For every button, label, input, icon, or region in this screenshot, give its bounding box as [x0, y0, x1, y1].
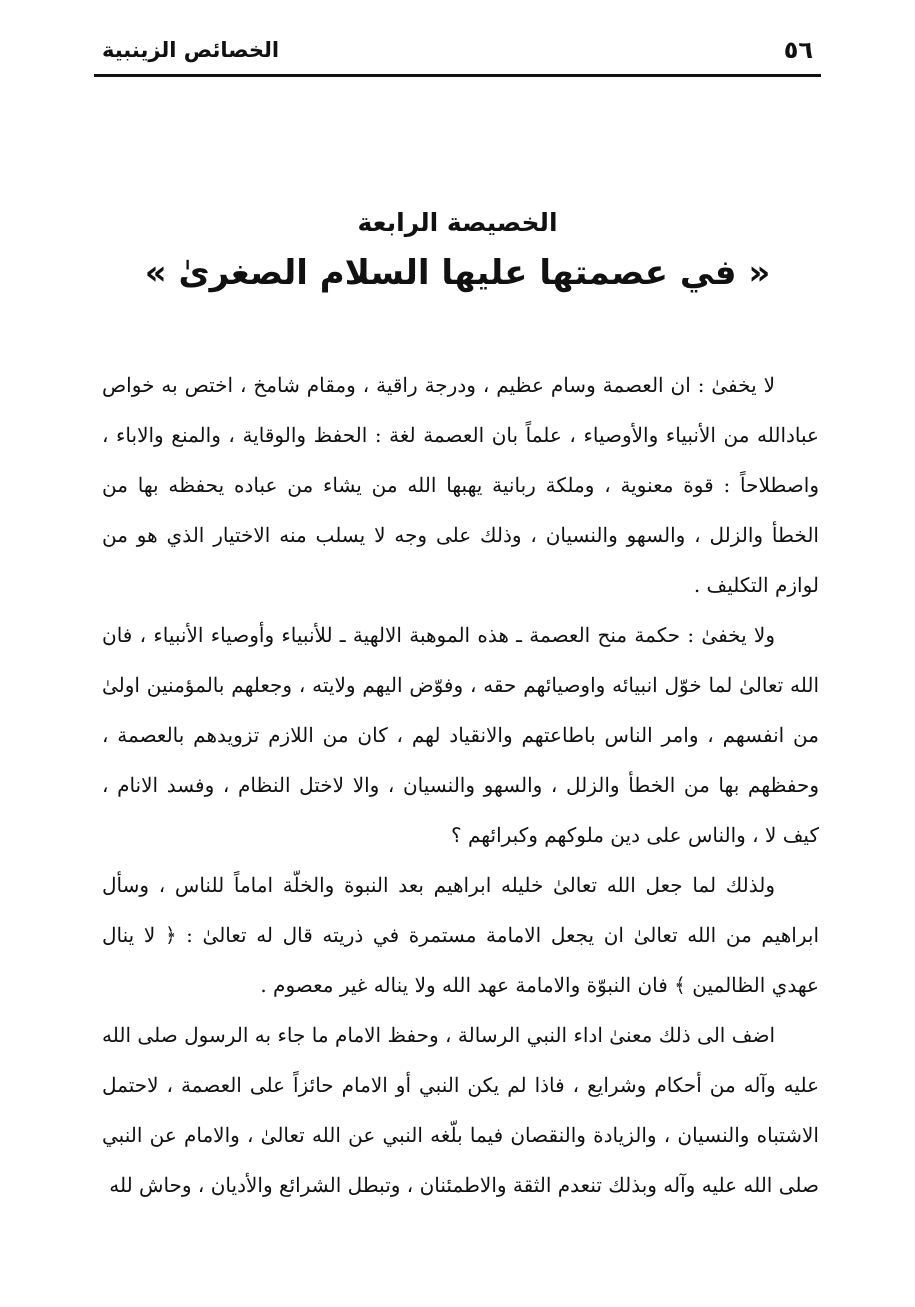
- paragraph: ولا يخفىٰ : حكمة منح العصمة ـ هذه الموهبة الالهية ـ للأنبياء وأوصياء الأنبياء ، فان الله تعالىٰ لما خوّل انبيائه واوصيائهم حقه ، وفوّض اليهم ولايته ، وجعلهم بالمؤمنين اولىٰ من انفسهم ، وامر الناس باطاعتهم والانقياد لهم ، كان من اللازم تزويدهم بالعصمة ، وحفظهم بها من الخطأ والزلل ، والسهو والنسيان ، والا لاختل النظام ، وفسد الانام ، كيف لا ، والناس على دين ملوكهم وكبرائهم ؟: [102, 623, 819, 847]
- body-text: [102, 360, 819, 1210]
- page-number: ٥٦: [783, 36, 813, 64]
- paragraph: اضف الى ذلك معنىٰ اداء النبي الرسالة ، وحفظ الامام ما جاء به الرسول صلى الله عليه وآله من أحكام وشرايع ، فاذا لم يكن النبي أو الامام حائزاً على العصمة ، لاحتمل الاشتباه والنسيان ، والزيادة والنقصان فيما بلّغه النبي عن الله تعالىٰ ، والامام عن النبي صلى الله عليه وآله وبذلك تنعدم الثقة والاطمئنان ، وتبطل الشرائع والأديان ، وحاش لله: [102, 1023, 819, 1197]
- page-header: [94, 34, 821, 77]
- chapter-heading: [0, 204, 915, 300]
- chapter-subtitle: « في عصمتها عليها السلام الصغرىٰ »: [144, 252, 771, 293]
- chapter-title: الخصيصة الرابعة: [357, 208, 558, 237]
- running-title: الخصائص الزينبية: [102, 38, 280, 62]
- paragraph: ولذلك لما جعل الله تعالىٰ خليله ابراهيم بعد النبوة والخلّة اماماً للناس ، وسأل ابراهيم من الله تعالىٰ ان يجعل الامامة مستمرة في ذريته قال له تعالىٰ : ﴿ لا ينال عهدي الظالمين ﴾ فان النبوّة والامامة عهد الله ولا يناله غير معصوم .: [102, 873, 819, 997]
- paragraph: لا يخفىٰ : ان العصمة وسام عظيم ، ودرجة راقية ، ومقام شامخ ، اختص به خواص عبادالله من الأنبياء والأوصياء ، علماً بان العصمة لغة : الحفظ والوقاية ، والمنع والاباء ، واصطلاحاً : قوة معنوية ، وملكة ربانية يهبها الله من يشاء من عباده يحفظه بها من الخطأ والزلل ، والسهو والنسيان ، وذلك على وجه لا يسلب منه الاختيار الذي هو من لوازم التكليف .: [102, 373, 820, 597]
